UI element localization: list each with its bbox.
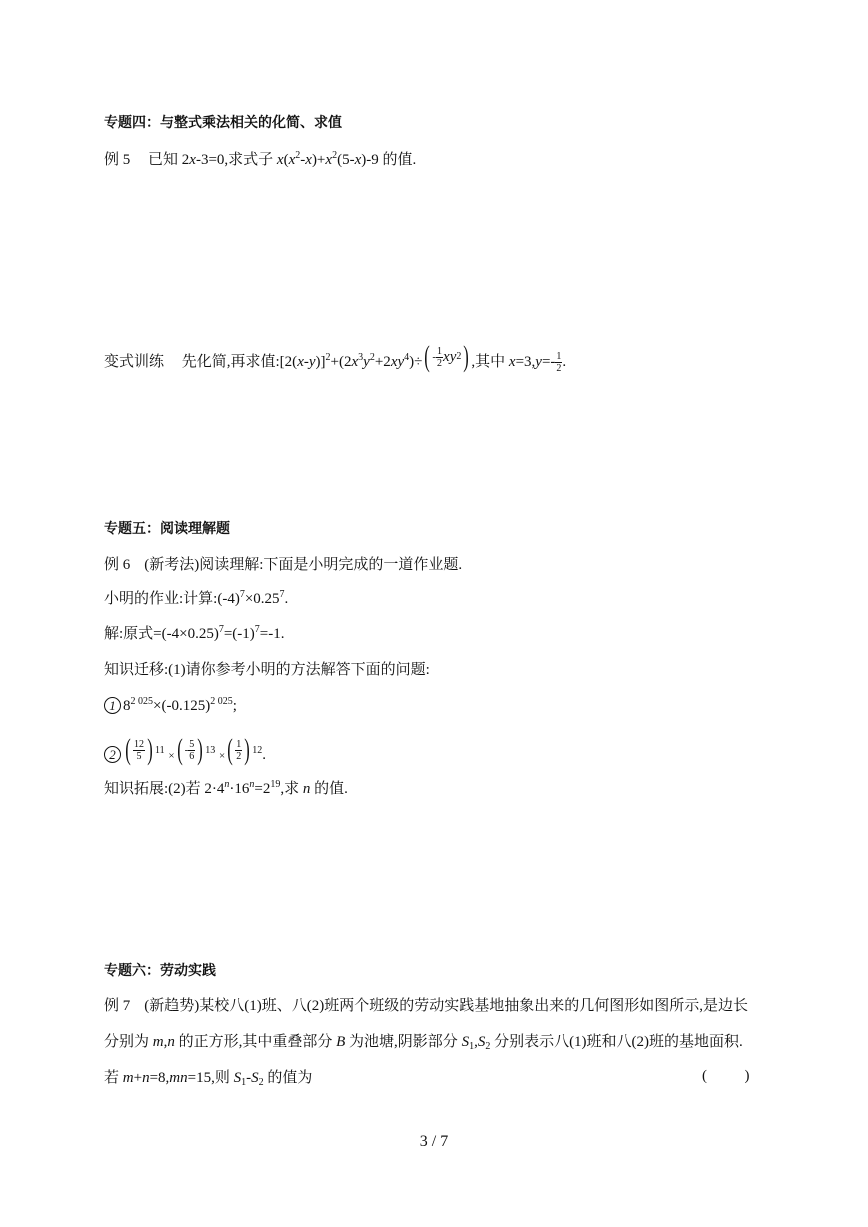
example7-line3: 若 m+n=8,mn=15,则 $S_1-S_2$ 的值为: [104, 1070, 313, 1088]
knowledge-extension: 知识拓展:(2)若 $2\cdot 4^n\cdot 16^n=2^{19}$,求 n 的值.: [104, 779, 348, 797]
circled-number-1: 1: [104, 697, 121, 714]
example5: 例 5 已知 2x-3=0,求式子 $x(x^2-x)+x^2(5-x)-9$ 的值.: [104, 150, 417, 168]
variant-training: 变式训练 先化简,再求值$:[2(x-y)]^2+(2x^3y^2+2xy^4)\div$ ( - $\frac{1}{2}$ xy 2 ) ,其中 x=3,y=- $\frac{1}{2}$ .: [104, 340, 567, 375]
example6-label: 例 6: [104, 557, 131, 573]
question-1: 1 $8^{2 025}\times(-0.125)^{2 025}$;: [104, 696, 237, 716]
example7-label: 例 7: [104, 998, 131, 1014]
page-number: 3 / 7: [419, 1133, 449, 1150]
answer-blank: ( ): [702, 1068, 750, 1084]
fraction-half: $\frac{1}{2}$: [437, 345, 443, 369]
section4-title: 专题四：与整式乘法相关的化简、求值: [104, 115, 342, 131]
fraction-half-y: $\frac{1}{2}$: [556, 351, 562, 375]
example5-label: 例 5: [104, 152, 131, 168]
example7-line2: 分别为 m,n 的正方形,其中重叠部分 B 为池塘,阴影部分 $S_1,S_2$ 分别表示八(1)班和八(2)班的基地面积.: [104, 1034, 743, 1052]
section5-title: 专题五：阅读理解题: [104, 521, 230, 537]
knowledge-transfer: 知识迁移:(1)请你参考小明的方法解答下面的问题:: [104, 662, 430, 678]
example7-line1: 例 7 (新趋势)某校八(1)班、八(2)班两个班级的劳动实践基地抽象出来的几何图形如图所示,是边长: [104, 998, 748, 1014]
example6: 例 6 (新考法)阅读理解:下面是小明完成的一道作业题.: [104, 557, 463, 573]
solution-line: 解:原式$=(-4\times 0.25)^7=(-1)^7=-1$.: [104, 624, 285, 642]
variant-label: 变式训练: [104, 354, 165, 370]
section6-title: 专题六：劳动实践: [104, 963, 216, 979]
question-2: 2 ( $\frac{12}{5}$ ) $^{11}$ × ( - $\frac{5}{6}$ ) $^{13}$ × ( $\frac{1}{2}$ ) $^{12}$.: [104, 735, 266, 766]
homework-line: 小明的作业:计算$:(-4)^7\times 0.25^7$.: [104, 589, 289, 607]
circled-number-2: 2: [104, 746, 121, 763]
